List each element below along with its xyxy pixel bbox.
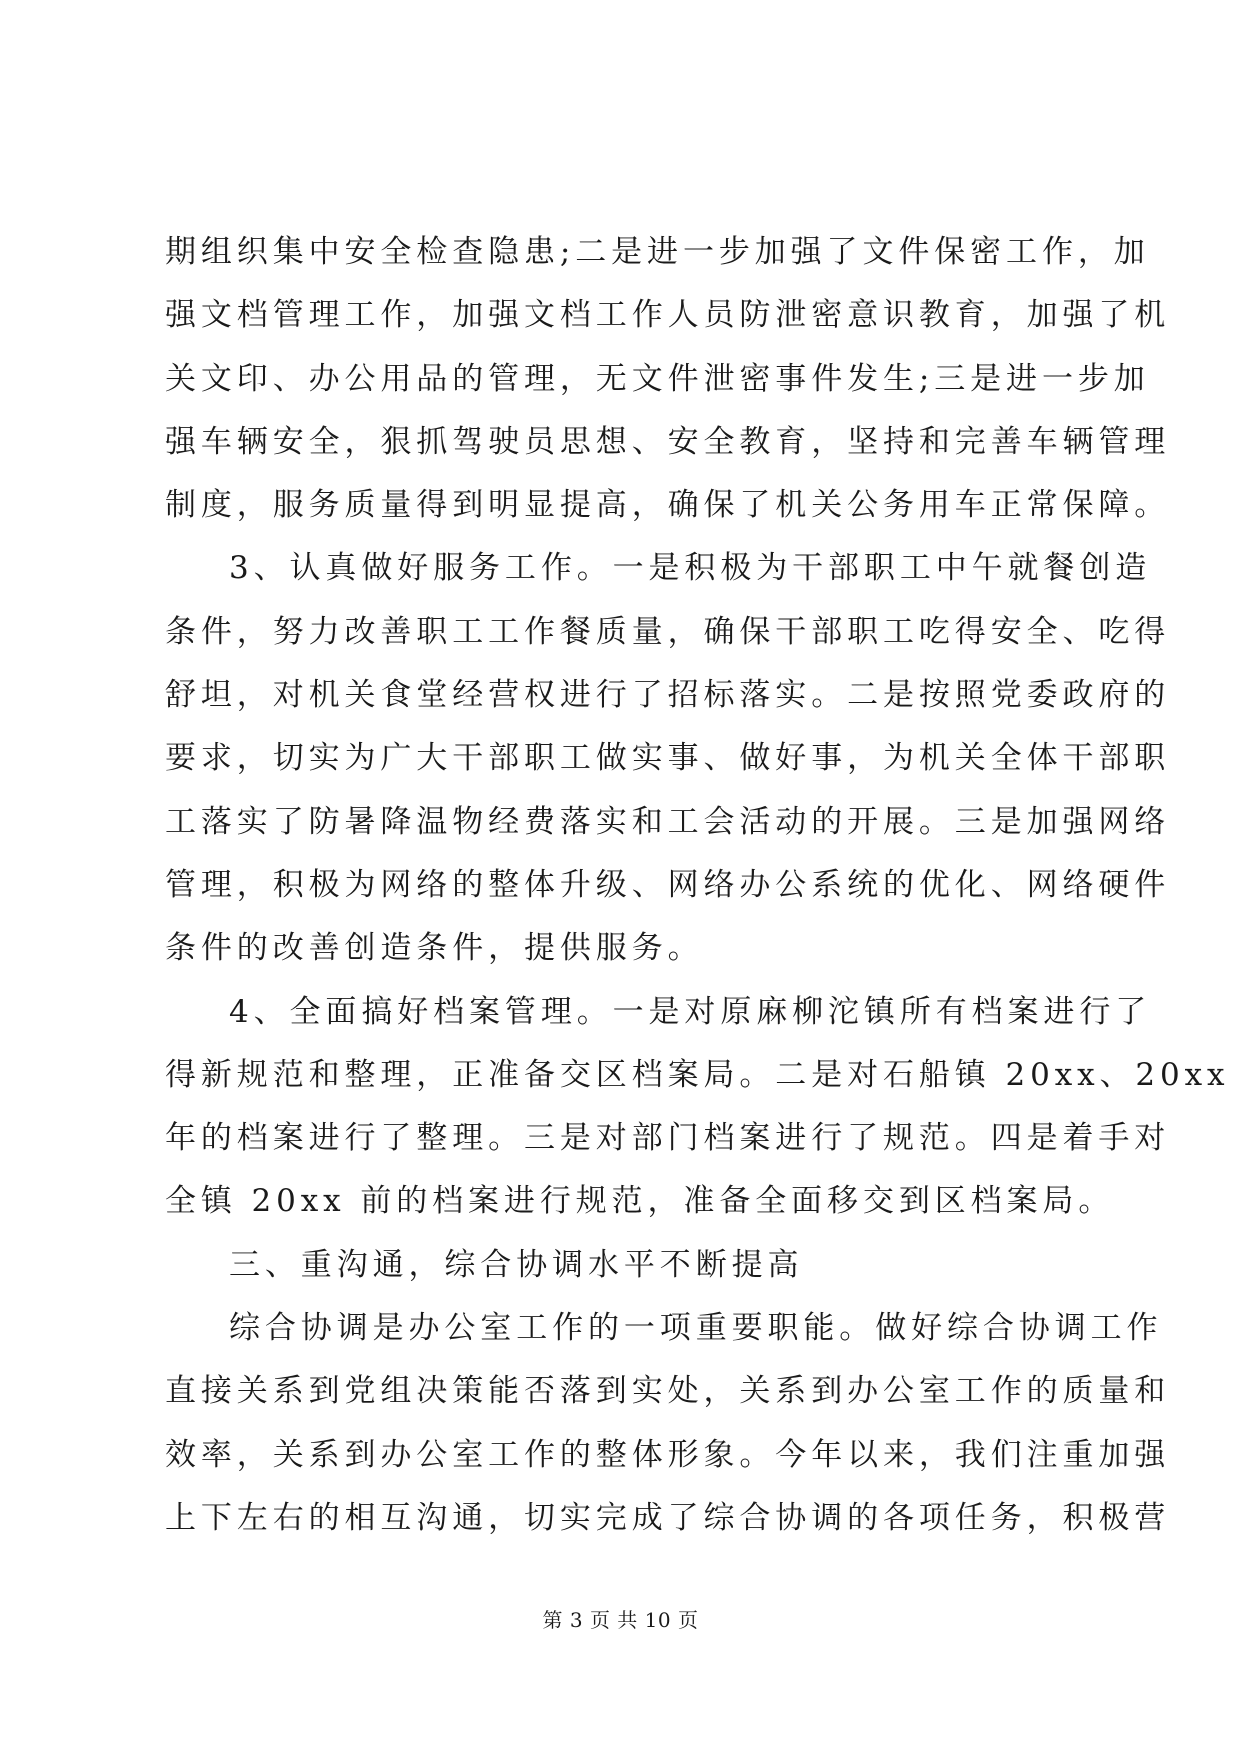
body-line: 舒坦，对机关食堂经营权进行了招标落实。二是按照党委政府的 — [165, 677, 1171, 714]
paragraph-start-line: 3、认真做好服务工作。一是积极为干部职工中午就餐创造 — [229, 550, 1152, 587]
body-line: 强车辆安全，狠抓驾驶员思想、安全教育，坚持和完善车辆管理 — [165, 423, 1171, 460]
section-heading: 三、重沟通，综合协调水平不断提高 — [229, 1246, 804, 1283]
body-line: 关文印、办公用品的管理，无文件泄密事件发生;三是进一步加 — [165, 360, 1150, 397]
body-line: 条件，努力改善职工工作餐质量，确保干部职工吃得安全、吃得 — [165, 613, 1171, 650]
page-number-footer: 第 3 页 共 10 页 — [542, 1608, 699, 1632]
body-line: 上下左右的相互沟通，切实完成了综合协调的各项任务，积极营 — [165, 1499, 1171, 1536]
body-line: 年的档案进行了整理。三是对部门档案进行了规范。四是着手对 — [165, 1120, 1171, 1157]
body-line: 条件的改善创造条件，提供服务。 — [165, 930, 704, 967]
body-line: 要求，切实为广大干部职工做实事、做好事，为机关全体干部职 — [165, 740, 1171, 777]
body-line: 制度，服务质量得到明显提高，确保了机关公务用车正常保障。 — [165, 487, 1171, 524]
body-line: 管理，积极为网络的整体升级、网络办公系统的优化、网络硬件 — [165, 866, 1171, 903]
body-line: 直接关系到党组决策能否落到实处，关系到办公室工作的质量和 — [165, 1373, 1171, 1410]
body-line: 期组织集中安全检查隐患;二是进一步加强了文件保密工作，加 — [165, 234, 1150, 270]
body-line: 全镇 20xx 前的档案进行规范，准备全面移交到区档案局。 — [165, 1183, 1115, 1220]
body-line: 效率，关系到办公室工作的整体形象。今年以来，我们注重加强 — [165, 1436, 1171, 1473]
paragraph-start-line: 综合协调是办公室工作的一项重要职能。做好综合协调工作 — [229, 1310, 1163, 1347]
paragraph-start-line: 4、全面搞好档案管理。一是对原麻柳沱镇所有档案进行了 — [229, 993, 1152, 1030]
body-line: 强文档管理工作，加强文档工作人员防泄密意识教育，加强了机 — [165, 297, 1171, 334]
document-body — [165, 232, 1230, 1561]
body-line: 工落实了防暑降温物经费落实和工会活动的开展。三是加强网络 — [165, 803, 1171, 840]
body-line: 得新规范和整理，正准备交区档案局。二是对石船镇 20xx、20xx — [165, 1056, 1230, 1093]
